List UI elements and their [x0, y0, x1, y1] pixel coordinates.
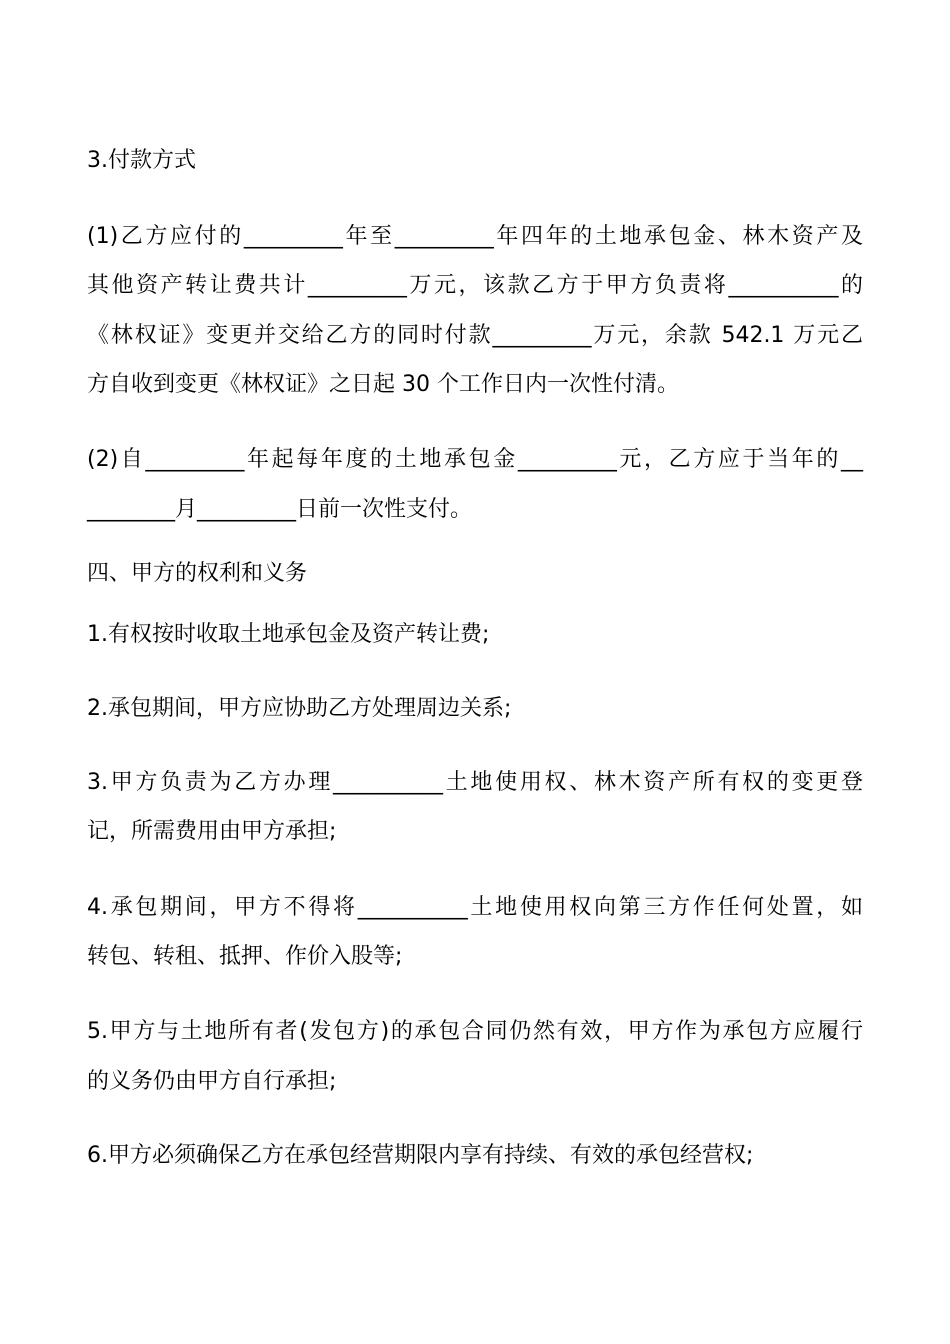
payment-clause-1-line-2: 其他资产转让费共计_________万元，该款乙方于甲方负责将__________的 [87, 273, 863, 298]
payment-clause-2-line-2: ________月_________日前一次性支付。 [87, 497, 473, 522]
payment-clause-2-line-1: (2)自_________年起每年度的土地承包金_________元，乙方应于当年的__ [87, 447, 863, 472]
obligation-item-4-line-1: 4.承包期间，甲方不得将__________土地使用权向第三方作任何处置，如 [87, 895, 863, 920]
obligation-item-1: 1.有权按时收取土地承包金及资产转让费; [87, 622, 490, 647]
obligation-item-2: 2.承包期间，甲方应协助乙方处理周边关系; [87, 696, 512, 721]
payment-clause-1-line-1: (1)乙方应付的_________年至_________年四年的土地承包金、林木资产及 [87, 224, 863, 249]
obligation-item-5-line-1: 5.甲方与土地所有者(发包方)的承包合同仍然有效，甲方作为承包方应履行 [87, 1019, 863, 1044]
section-heading-payment: 3.付款方式 [87, 148, 196, 173]
obligation-item-3-line-2: 记，所需费用由甲方承担; [87, 819, 337, 844]
obligation-item-4-line-2: 转包、转租、抵押、作价入股等; [87, 944, 403, 969]
payment-clause-1-line-3: 《林权证》变更并交给乙方的同时付款_________万元，余款 542.1 万元乙 [87, 323, 863, 348]
payment-clause-1-line-4: 方自收到变更《林权证》之日起 30 个工作日内一次性付清。 [87, 372, 679, 397]
section-heading-party-a-rights: 四、甲方的权利和义务 [87, 561, 308, 586]
obligation-item-3-line-1: 3.甲方负责为乙方办理__________土地使用权、林木资产所有权的变更登 [87, 770, 863, 795]
obligation-item-6: 6.甲方必须确保乙方在承包经营期限内享有持续、有效的承包经营权; [87, 1143, 754, 1168]
obligation-item-5-line-2: 的义务仍由甲方自行承担; [87, 1069, 337, 1094]
